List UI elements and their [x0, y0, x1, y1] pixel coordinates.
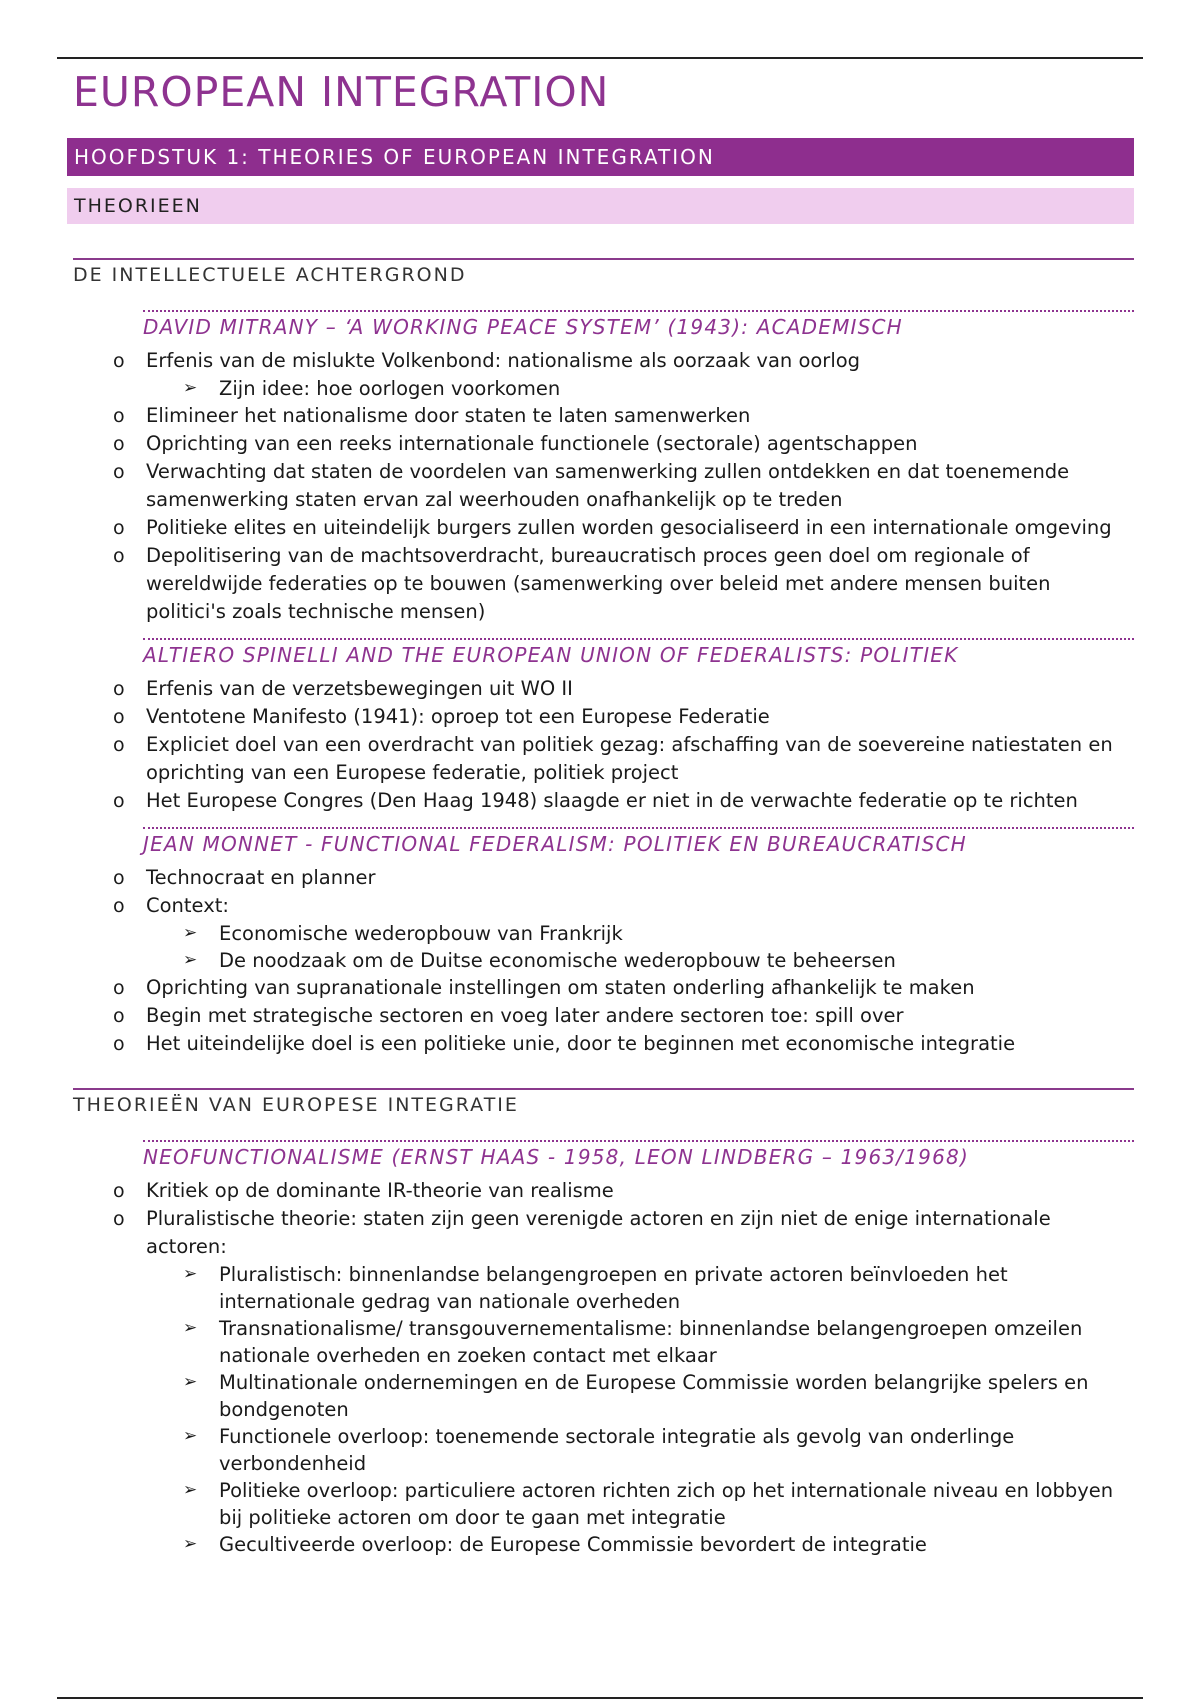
list-item: o Elimineer het nationalisme door staten te laten samenwerken	[67, 402, 1134, 430]
section-heading-intellectual-background: DE INTELLECTUELE ACHTERGROND	[73, 258, 1134, 288]
list-item: o Het Europese Congres (Den Haag 1948) slaagde er niet in de verwachte federatie op te richten	[67, 787, 1134, 815]
spinelli-list	[67, 675, 1134, 815]
list-item: o Begin met strategische sectoren en voeg later andere sectoren toe: spill over	[67, 1002, 1134, 1030]
list-item: o Politieke elites en uiteindelijk burgers zullen worden gesocialiseerd in een internationale omgeving	[67, 514, 1134, 542]
list-item: o Pluralistische theorie: staten zijn geen verenigde actoren en zijn niet de enige internationale actoren: ➢ Pluralistisch: binnenlandse belangengroepen en private actoren beïnvloeden het internationale gedrag van nationale overheden ➢ Transnationalisme/ transgouvernementalisme: binnenlandse belangengroepen omzeilen nationale overheden en zoeken contact met elkaar ➢ Multinationale ondernemingen en de Europese Commissie worden belangrijke spelers en bondgenoten ➢ Functionele overloop: toenemende sectorale integratie als gevolg van onderlinge verbondenheid ➢ Politieke overloop: particuliere actoren richten zich op het internationale niveau en lobbyen bij politieke actoren om door te gaan met integratie ➢ Gecultiveerde overloop: de Europese Commissie bevordert de integratie	[67, 1205, 1134, 1558]
top-rule	[57, 57, 1143, 59]
list-item: o Oprichting van supranationale instellingen om staten onderling afhankelijk te maken	[67, 974, 1134, 1002]
sub-list-item: ➢ Economische wederopbouw van Frankrijk	[146, 920, 1134, 947]
sub-list-item: ➢ Transnationalisme/ transgouvernementalisme: binnenlandse belangengroepen omzeilen nationale overheden en zoeken contact met elkaar	[146, 1315, 1134, 1369]
list-item: o Expliciet doel van een overdracht van politiek gezag: afschaffing van de soevereine natiestaten en oprichting van een Europese federatie, politiek project	[67, 731, 1134, 787]
subheading-theorieen: THEORIEEN	[67, 188, 1134, 224]
sub-list-item: ➢ De noodzaak om de Duitse economische wederopbouw te beheersen	[146, 947, 1134, 974]
list-item: o Kritiek op de dominante IR-theorie van realisme	[67, 1177, 1134, 1205]
sub-list-item: ➢ Zijn idee: hoe oorlogen voorkomen	[146, 375, 1134, 402]
sub-list-item: ➢ Multinationale ondernemingen en de Europese Commissie worden belangrijke spelers en bondgenoten	[146, 1369, 1134, 1423]
monnet-list	[67, 864, 1134, 1058]
sub-list-item: ➢ Functionele overloop: toenemende sectorale integratie als gevolg van onderlinge verbondenheid	[146, 1423, 1134, 1477]
subsection-heading-mitrany: DAVID MITRANY – ‘A WORKING PEACE SYSTEM’ (1943): ACADEMISCH	[143, 310, 1134, 341]
sub-list-item: ➢ Politieke overloop: particuliere actoren richten zich op het internationale niveau en lobbyen bij politieke actoren om door te gaan met integratie	[146, 1477, 1134, 1531]
list-item: o Erfenis van de mislukte Volkenbond: nationalisme als oorzaak van oorlog ➢ Zijn idee: hoe oorlogen voorkomen	[67, 347, 1134, 402]
subsection-heading-monnet: JEAN MONNET - FUNCTIONAL FEDERALISM: POLITIEK EN BUREAUCRATISCH	[143, 827, 1134, 858]
mitrany-list	[67, 347, 1134, 626]
list-item: o Ventotene Manifesto (1941): oproep tot een Europese Federatie	[67, 703, 1134, 731]
sub-list-item: ➢ Pluralistisch: binnenlandse belangengroepen en private actoren beïnvloeden het internationale gedrag van nationale overheden	[146, 1261, 1134, 1315]
sub-list	[146, 920, 1134, 974]
subsection-heading-neofunctionalism: NEOFUNCTIONALISME (ERNST HAAS - 1958, LEON LINDBERG – 1963/1968)	[143, 1140, 1134, 1171]
document-page	[67, 66, 1134, 1558]
sub-list	[146, 375, 1134, 402]
list-item: o Depolitisering van de machtsoverdracht, bureaucratisch proces geen doel om regionale of wereldwijde federaties op te bouwen (samenwerking over beleid met andere mensen buiten politici's zoals technische mensen)	[67, 542, 1134, 626]
subsection-heading-spinelli: ALTIERO SPINELLI AND THE EUROPEAN UNION OF FEDERALISTS: POLITIEK	[143, 638, 1134, 669]
list-item: o Erfenis van de verzetsbewegingen uit WO II	[67, 675, 1134, 703]
list-item: o Het uiteindelijke doel is een politieke unie, door te beginnen met economische integratie	[67, 1030, 1134, 1058]
sub-list	[146, 1261, 1134, 1558]
section-heading-theories: THEORIEËN VAN EUROPESE INTEGRATIE	[73, 1088, 1134, 1118]
neofunctionalism-list	[67, 1177, 1134, 1558]
list-item: o Context: ➢ Economische wederopbouw van Frankrijk ➢ De noodzaak om de Duitse economische wederopbouw te beheersen	[67, 892, 1134, 974]
list-item: o Verwachting dat staten de voordelen van samenwerking zullen ontdekken en dat toenemende samenwerking staten ervan zal weerhouden onafhankelijk op te treden	[67, 458, 1134, 514]
list-item: o Technocraat en planner	[67, 864, 1134, 892]
list-item: o Oprichting van een reeks internationale functionele (sectorale) agentschappen	[67, 430, 1134, 458]
document-title: EUROPEAN INTEGRATION	[73, 68, 610, 116]
sub-list-item: ➢ Gecultiveerde overloop: de Europese Commissie bevordert de integratie	[146, 1531, 1134, 1558]
chapter-heading: HOOFDSTUK 1: THEORIES OF EUROPEAN INTEGRATION	[67, 138, 1134, 176]
bottom-rule	[57, 1697, 1143, 1699]
